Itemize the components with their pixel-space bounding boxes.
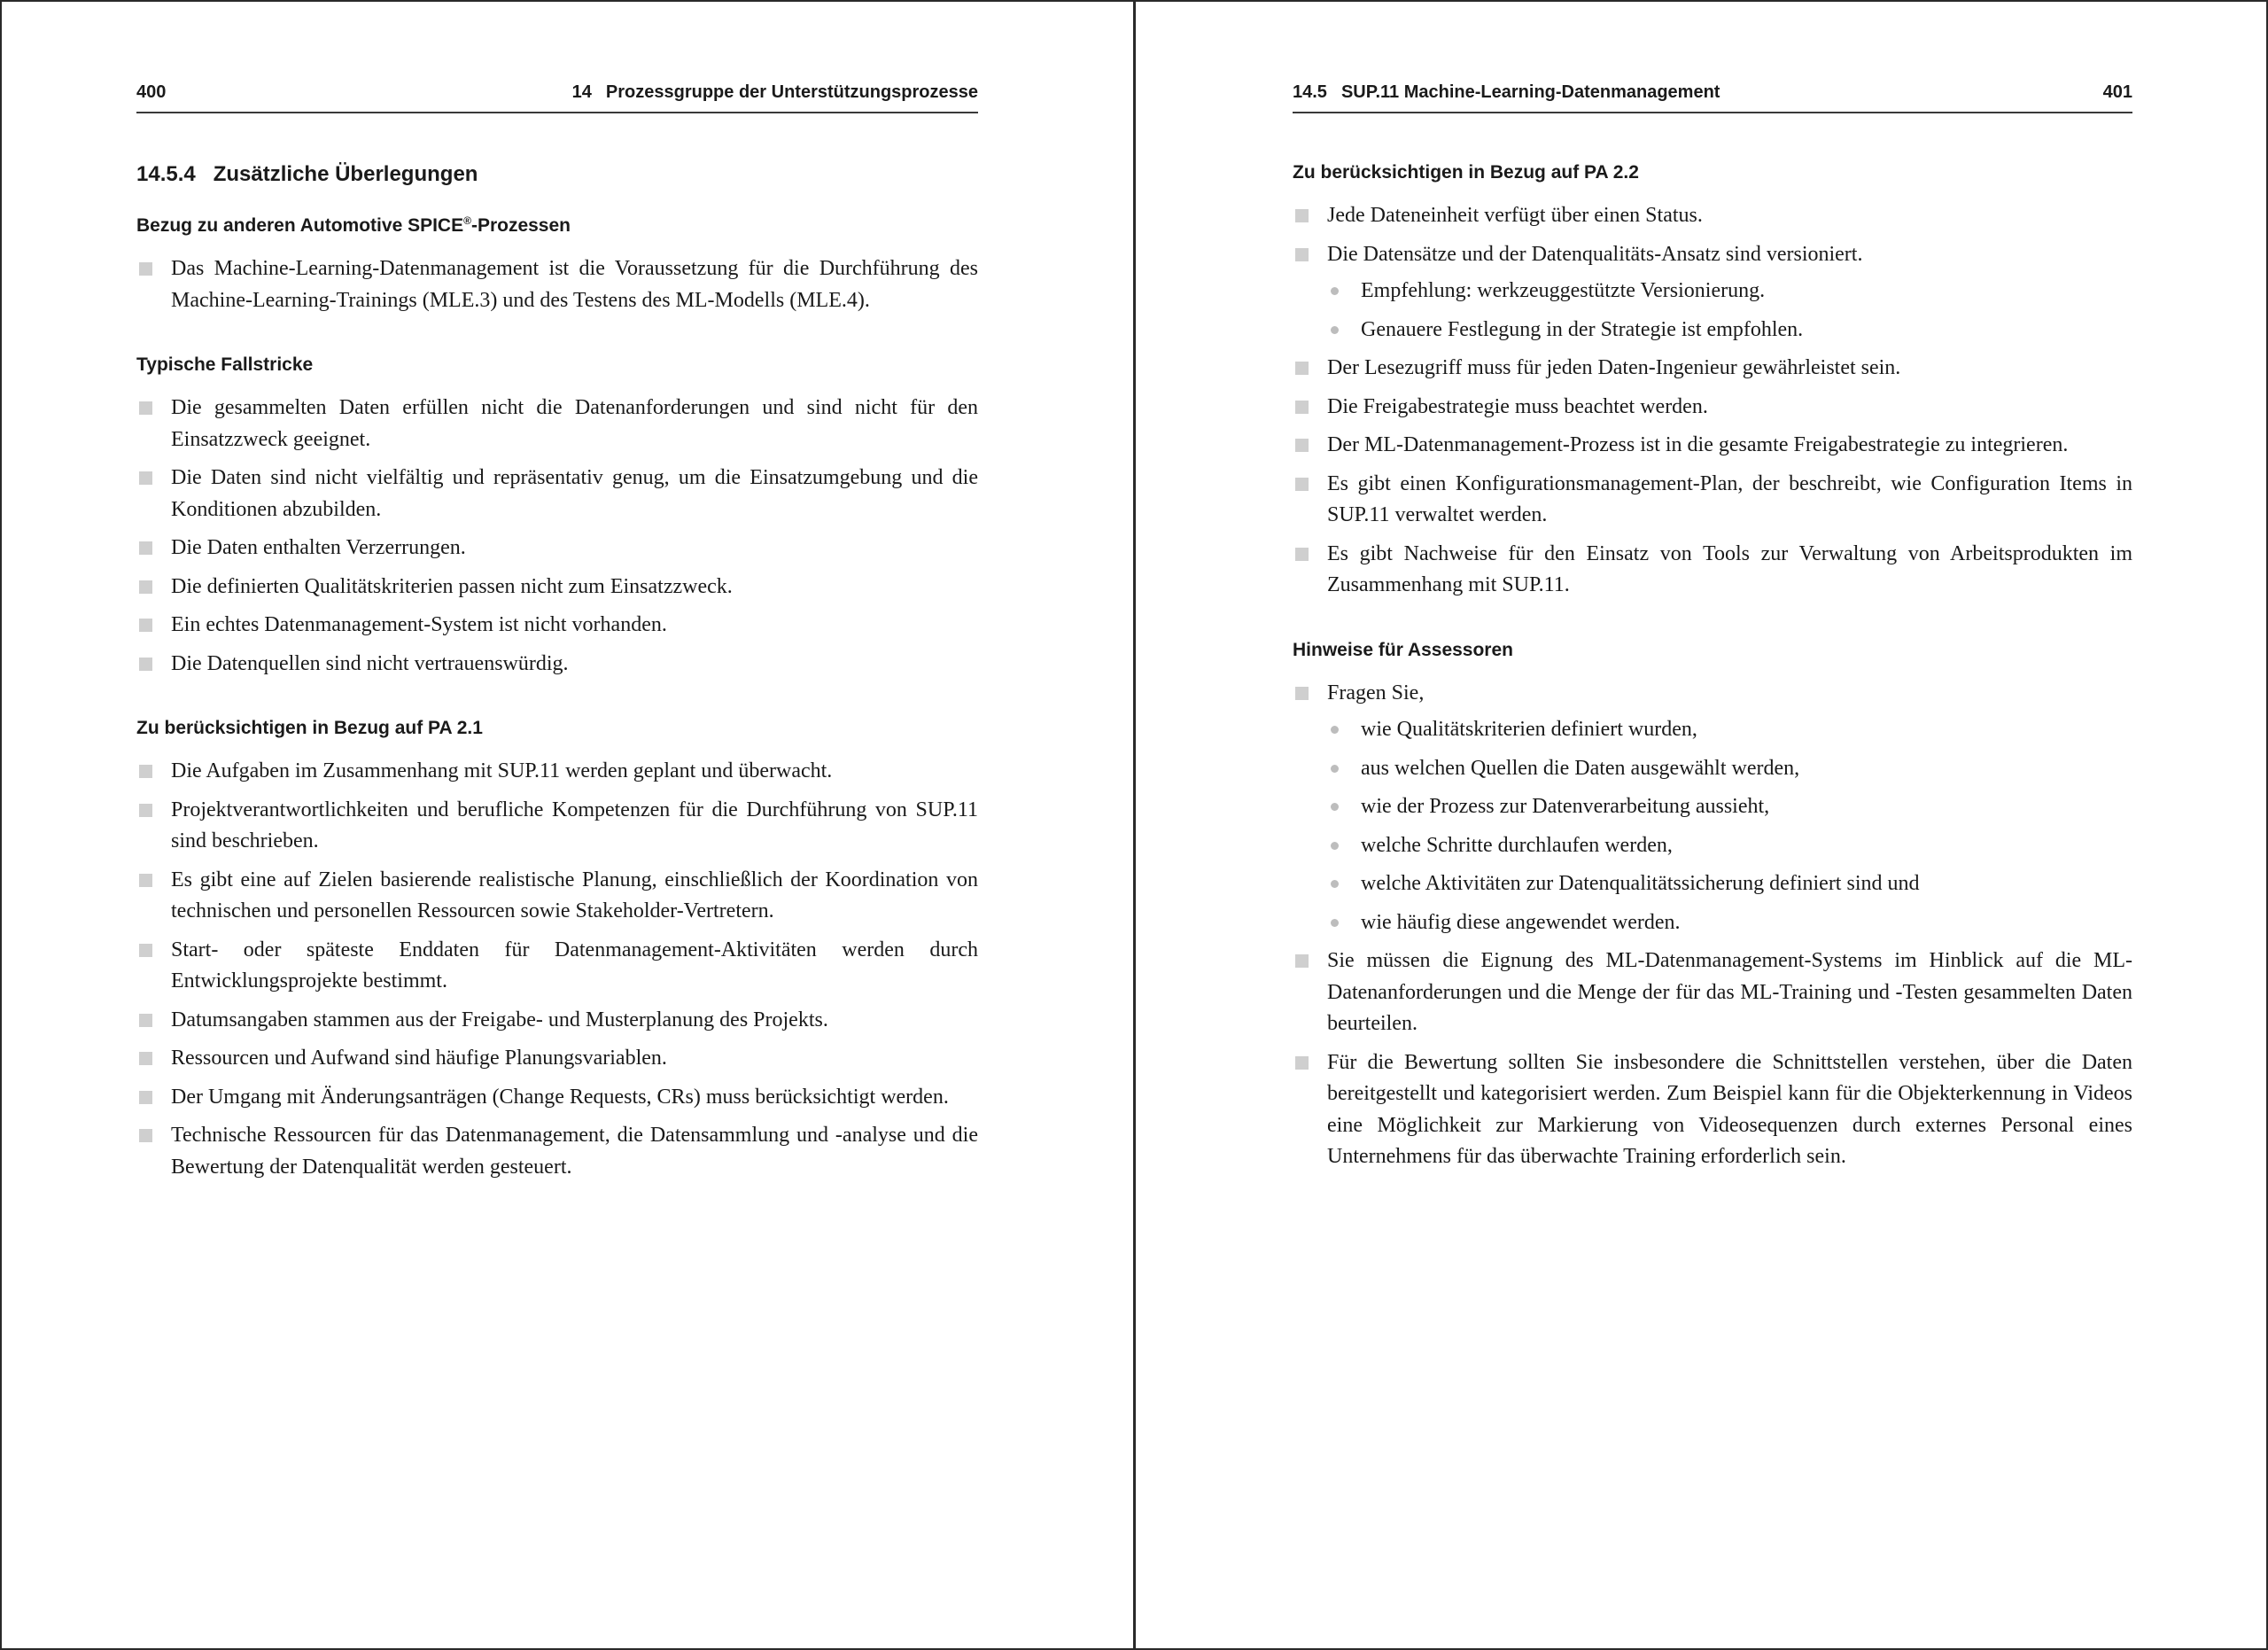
sublist-item (1327, 714, 2132, 746)
list-item (136, 1120, 978, 1183)
heading-pre: Bezug zu anderen Automotive SPICE (136, 215, 464, 236)
left-page (136, 2, 978, 1648)
list-item-text: Das Machine-Learning-Datenmanagement ist die Voraussetzung für die Durchführung des Machine-Learning-Trainings (MLE.3) und des Testens des ML-Modells (MLE.4). (171, 257, 978, 312)
list-pa21 (136, 756, 978, 1183)
sublist (1327, 276, 2132, 346)
list-item-text: Jede Dateneinheit verfügt über einen Status. (1327, 204, 1703, 227)
subsection-heading-pitfalls: Typische Fallstricke (136, 354, 314, 375)
section-title (136, 160, 978, 190)
chapter-number: 14 (571, 82, 592, 102)
square-bullet-icon (1295, 439, 1309, 452)
square-bullet-icon (139, 619, 152, 632)
list-item (1293, 469, 2132, 532)
heading-post: -Prozessen (470, 215, 571, 236)
list-item-text: Der ML-Datenmanagement-Prozess ist in die gesamte Freigabestrategie zu integrieren. (1327, 433, 2069, 456)
chapter-heading (572, 82, 978, 103)
list-item-text: Es gibt Nachweise für den Einsatz von Tools zur Verwaltung von Arbeitsprodukten im Zusammenhang mit SUP.11. (1327, 541, 2132, 596)
left-page-content (136, 160, 978, 1218)
square-bullet-icon (1295, 401, 1309, 414)
list-item (1293, 239, 2132, 346)
dot-bullet-icon (1331, 919, 1339, 927)
square-bullet-icon (139, 944, 152, 957)
list-pitfalls (136, 393, 978, 680)
list-item-text: Datumsangaben stammen aus der Freigabe- und Musterplanung des Projekts. (171, 1008, 828, 1031)
square-bullet-icon (139, 765, 152, 778)
square-bullet-icon (139, 262, 152, 276)
list-item (136, 253, 978, 316)
square-bullet-icon (1295, 1056, 1309, 1070)
sublist-item-text: welche Schritte durchlaufen werden, (1361, 833, 1673, 857)
sublist-item (1327, 315, 2132, 346)
list-item (136, 1082, 978, 1114)
running-head-left (136, 80, 978, 113)
list-item-text: Es gibt einen Konfigurationsmanagement-Plan, der beschreibt, wie Configuration Items in SUP.11 verwaltet werden. (1327, 471, 2132, 526)
list-item (136, 572, 978, 603)
dot-bullet-icon (1331, 726, 1339, 734)
sublist (1327, 714, 2132, 938)
sublist-item (1327, 907, 2132, 939)
list-pa22 (1293, 200, 2132, 602)
list-item-text: Der Lesezugriff muss für jeden Daten-Ingenieur gewährleistet sein. (1327, 356, 1901, 379)
list-item-text: Die definierten Qualitätskriterien passen nicht zum Einsatzzweck. (171, 574, 733, 598)
list-item-text: Ein echtes Datenmanagement-System ist nicht vorhanden. (171, 613, 667, 636)
section-number: 14.5.4 (136, 162, 196, 186)
list-item-text: Sie müssen die Eignung des ML-Datenmanagement-Systems im Hinblick auf die ML-Datenanforderungen und die Menge der für das ML-Training und -Testen gesammelten Daten beurteilen. (1327, 949, 2132, 1035)
list-item (136, 393, 978, 455)
sublist-item-text: welche Aktivitäten zur Datenqualitätssicherung definiert sind und (1361, 872, 1920, 895)
list-item-text: Die gesammelten Daten erfüllen nicht die Datenanforderungen und sind nicht für den Einsatzzweck geeignet. (171, 396, 978, 451)
square-bullet-icon (139, 1052, 152, 1065)
square-bullet-icon (1295, 209, 1309, 222)
list-item (1293, 678, 2132, 939)
square-bullet-icon (1295, 687, 1309, 700)
list-item-text: Fragen Sie, (1327, 681, 1425, 704)
list-item (136, 1005, 978, 1037)
dot-bullet-icon (1331, 765, 1339, 773)
list-item (136, 756, 978, 788)
right-page-content (1293, 160, 2132, 1209)
list-item (1293, 946, 2132, 1040)
square-bullet-icon (139, 541, 152, 555)
list-item (1293, 392, 2132, 424)
square-bullet-icon (139, 580, 152, 594)
section-title-text: Zusätzliche Überlegungen (213, 162, 478, 186)
page-number: 400 (136, 82, 167, 102)
list-item-text: Die Datenquellen sind nicht vertrauenswürdig. (171, 651, 569, 675)
list-item (1293, 539, 2132, 602)
list-item-text: Die Aufgaben im Zusammenhang mit SUP.11 werden geplant und überwacht. (171, 759, 833, 782)
list-related-processes (136, 253, 978, 316)
square-bullet-icon (139, 1129, 152, 1142)
page-gutter (1133, 2, 1136, 1648)
list-item-text: Der Umgang mit Änderungsanträgen (Change Requests, CRs) muss berücksichtigt werden. (171, 1085, 949, 1109)
list-item-text: Die Daten enthalten Verzerrungen. (171, 536, 466, 559)
chapter-title: Prozessgruppe der Unterstützungsprozesse (605, 82, 978, 102)
square-bullet-icon (139, 658, 152, 671)
list-item-text: Es gibt eine auf Zielen basierende realistische Planung, einschließlich der Koordination von technischen und personellen Ressourcen sowie Stakeholder-Vertretern. (171, 868, 978, 922)
sublist-item-text: wie häufig diese angewendet werden. (1361, 910, 1681, 934)
list-assessors (1293, 678, 2132, 1173)
sublist-item (1327, 868, 2132, 900)
square-bullet-icon (1295, 362, 1309, 375)
dot-bullet-icon (1331, 803, 1339, 811)
page-number: 401 (2102, 82, 2132, 102)
square-bullet-icon (139, 874, 152, 887)
list-item (136, 610, 978, 642)
sublist-item-text: Genauere Festlegung in der Strategie ist empfohlen. (1361, 317, 1804, 341)
square-bullet-icon (139, 804, 152, 817)
list-item (136, 1043, 978, 1075)
list-item-text: Für die Bewertung sollten Sie insbesondere die Schnittstellen verstehen, über die Daten bereitgestellt und kategorisiert werden. Zum Beispiel kann für die Objekterkennung in Videos eine Möglichkeit zur Markierung von Videosequenzen durch externes Personal eines Unternehmens für das überwachte Training erforderlich sein. (1327, 1050, 2132, 1168)
list-item (1293, 430, 2132, 462)
sublist-item (1327, 791, 2132, 823)
sublist-item (1327, 830, 2132, 862)
sublist-item-text: aus welchen Quellen die Daten ausgewählt werden, (1361, 756, 1800, 780)
list-item-text: Die Daten sind nicht vielfältig und repräsentativ genug, um die Einsatzumgebung und die Konditionen abzubilden. (171, 466, 978, 521)
subsection-heading-pa22: Zu berücksichtigen in Bezug auf PA 2.2 (1293, 162, 1639, 183)
list-item (1293, 1047, 2132, 1173)
list-item-text: Technische Ressourcen für das Datenmanagement, die Datensammlung und -analyse und die Bewertung der Datenqualität werden gesteuert. (171, 1124, 978, 1179)
chapter-title: SUP.11 Machine-Learning-Datenmanagement (1340, 82, 1720, 102)
list-item-text: Die Datensätze und der Datenqualitäts-Ansatz sind versioniert. (1327, 242, 1863, 266)
dot-bullet-icon (1331, 326, 1339, 334)
sublist-item-text: wie der Prozess zur Datenverarbeitung aussieht, (1361, 795, 1770, 818)
list-item (136, 463, 978, 525)
dot-bullet-icon (1331, 287, 1339, 295)
list-item (136, 865, 978, 928)
chapter-number: 14.5 (1293, 82, 1327, 102)
square-bullet-icon (1295, 478, 1309, 491)
list-item (1293, 353, 2132, 385)
square-bullet-icon (139, 1091, 152, 1104)
subsection-heading-assessors: Hinweise für Assessoren (1293, 639, 1513, 660)
list-item-text: Die Freigabestrategie muss beachtet werden. (1327, 394, 1708, 418)
sublist-item-text: wie Qualitätskriterien definiert wurden, (1361, 718, 1697, 741)
dot-bullet-icon (1331, 880, 1339, 888)
sublist-item-text: Empfehlung: werkzeuggestützte Versionierung. (1361, 279, 1766, 302)
list-item-text: Projektverantwortlichkeiten und berufliche Kompetenzen für die Durchführung von SUP.11 sind beschrieben. (171, 798, 978, 852)
square-bullet-icon (139, 1014, 152, 1027)
list-item (1293, 200, 2132, 232)
right-page (1293, 2, 2132, 1648)
list-item (136, 533, 978, 564)
square-bullet-icon (1295, 954, 1309, 968)
list-item-text: Start- oder späteste Enddaten für Datenmanagement-Aktivitäten werden durch Entwicklungsprojekte bestimmt. (171, 938, 978, 992)
sublist-item (1327, 753, 2132, 785)
list-item (136, 935, 978, 998)
list-item-text: Ressourcen und Aufwand sind häufige Planungsvariablen. (171, 1047, 667, 1070)
square-bullet-icon (139, 401, 152, 415)
square-bullet-icon (1295, 548, 1309, 561)
square-bullet-icon (139, 471, 152, 485)
sublist-item (1327, 276, 2132, 307)
registered-mark: ® (463, 214, 471, 227)
list-item (136, 795, 978, 858)
subsection-heading-pa21: Zu berücksichtigen in Bezug auf PA 2.1 (136, 718, 483, 738)
list-item (136, 649, 978, 681)
running-head-right (1293, 80, 2132, 113)
chapter-heading (1293, 82, 1720, 103)
square-bullet-icon (1295, 248, 1309, 261)
subsection-heading-related-processes (136, 213, 978, 239)
dot-bullet-icon (1331, 842, 1339, 850)
